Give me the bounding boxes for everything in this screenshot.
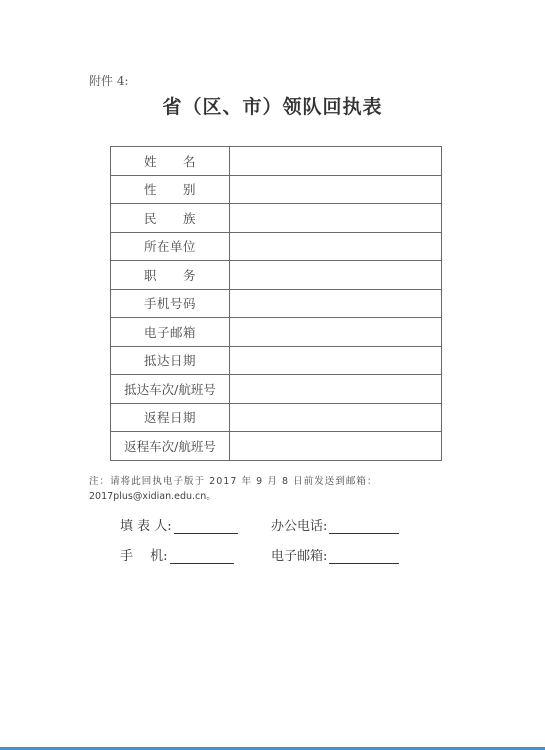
row-label-name: 姓 名 bbox=[111, 147, 230, 176]
table-row bbox=[111, 261, 442, 290]
office-phone-label: 办公电话: bbox=[271, 519, 328, 534]
note-email-line: 2017plus@xidian.edu.cn。 bbox=[89, 491, 216, 502]
row-value-email[interactable] bbox=[230, 318, 442, 347]
reply-form-table bbox=[110, 146, 442, 461]
email-blank[interactable] bbox=[329, 550, 399, 564]
mobile-label: 手 机: bbox=[120, 549, 168, 564]
row-value-return-train-flight[interactable] bbox=[230, 432, 442, 461]
row-value-gender[interactable] bbox=[230, 175, 442, 204]
note-line-1: 注：请将此回执电子版于 2017 年 9 月 8 日前发送到邮箱： bbox=[89, 476, 378, 487]
row-label-ethnicity: 民 族 bbox=[111, 204, 230, 233]
attachment-label: 附件 4: bbox=[89, 74, 129, 88]
row-label-return-train-flight: 返程车次/航班号 bbox=[111, 432, 230, 461]
table-row bbox=[111, 175, 442, 204]
table-row bbox=[111, 147, 442, 176]
filler-blank[interactable] bbox=[174, 520, 238, 534]
row-label-organization: 所在单位 bbox=[111, 232, 230, 261]
table-row bbox=[111, 346, 442, 375]
row-label-mobile: 手机号码 bbox=[111, 289, 230, 318]
email-label: 电子邮箱: bbox=[271, 549, 328, 564]
mobile-blank[interactable] bbox=[170, 550, 234, 564]
email-field bbox=[271, 545, 399, 564]
row-label-arrival-date: 抵达日期 bbox=[111, 346, 230, 375]
row-value-name[interactable] bbox=[230, 147, 442, 176]
table-row bbox=[111, 232, 442, 261]
row-value-arrival-train-flight[interactable] bbox=[230, 375, 442, 404]
row-label-email: 电子邮箱 bbox=[111, 318, 230, 347]
mobile-field bbox=[120, 545, 234, 564]
row-value-return-date[interactable] bbox=[230, 403, 442, 432]
row-label-gender: 性 别 bbox=[111, 175, 230, 204]
row-value-organization[interactable] bbox=[230, 232, 442, 261]
table-row bbox=[111, 375, 442, 404]
row-value-arrival-date[interactable] bbox=[230, 346, 442, 375]
office-phone-blank[interactable] bbox=[329, 520, 399, 534]
row-value-position[interactable] bbox=[230, 261, 442, 290]
signature-row-1 bbox=[120, 515, 328, 534]
table-row bbox=[111, 204, 442, 233]
row-label-return-date: 返程日期 bbox=[111, 403, 230, 432]
submission-note bbox=[89, 474, 463, 504]
page-title: 省（区、市）领队回执表 bbox=[162, 96, 383, 118]
signature-row-2 bbox=[120, 545, 328, 564]
row-label-position: 职 务 bbox=[111, 261, 230, 290]
filler-field bbox=[120, 515, 238, 534]
row-label-arrival-train-flight: 抵达车次/航班号 bbox=[111, 375, 230, 404]
table-row bbox=[111, 318, 442, 347]
table-row bbox=[111, 403, 442, 432]
row-value-ethnicity[interactable] bbox=[230, 204, 442, 233]
table-row bbox=[111, 289, 442, 318]
table-row bbox=[111, 432, 442, 461]
office-phone-field bbox=[271, 515, 399, 534]
filler-label: 填 表 人: bbox=[120, 519, 172, 534]
row-value-mobile[interactable] bbox=[230, 289, 442, 318]
